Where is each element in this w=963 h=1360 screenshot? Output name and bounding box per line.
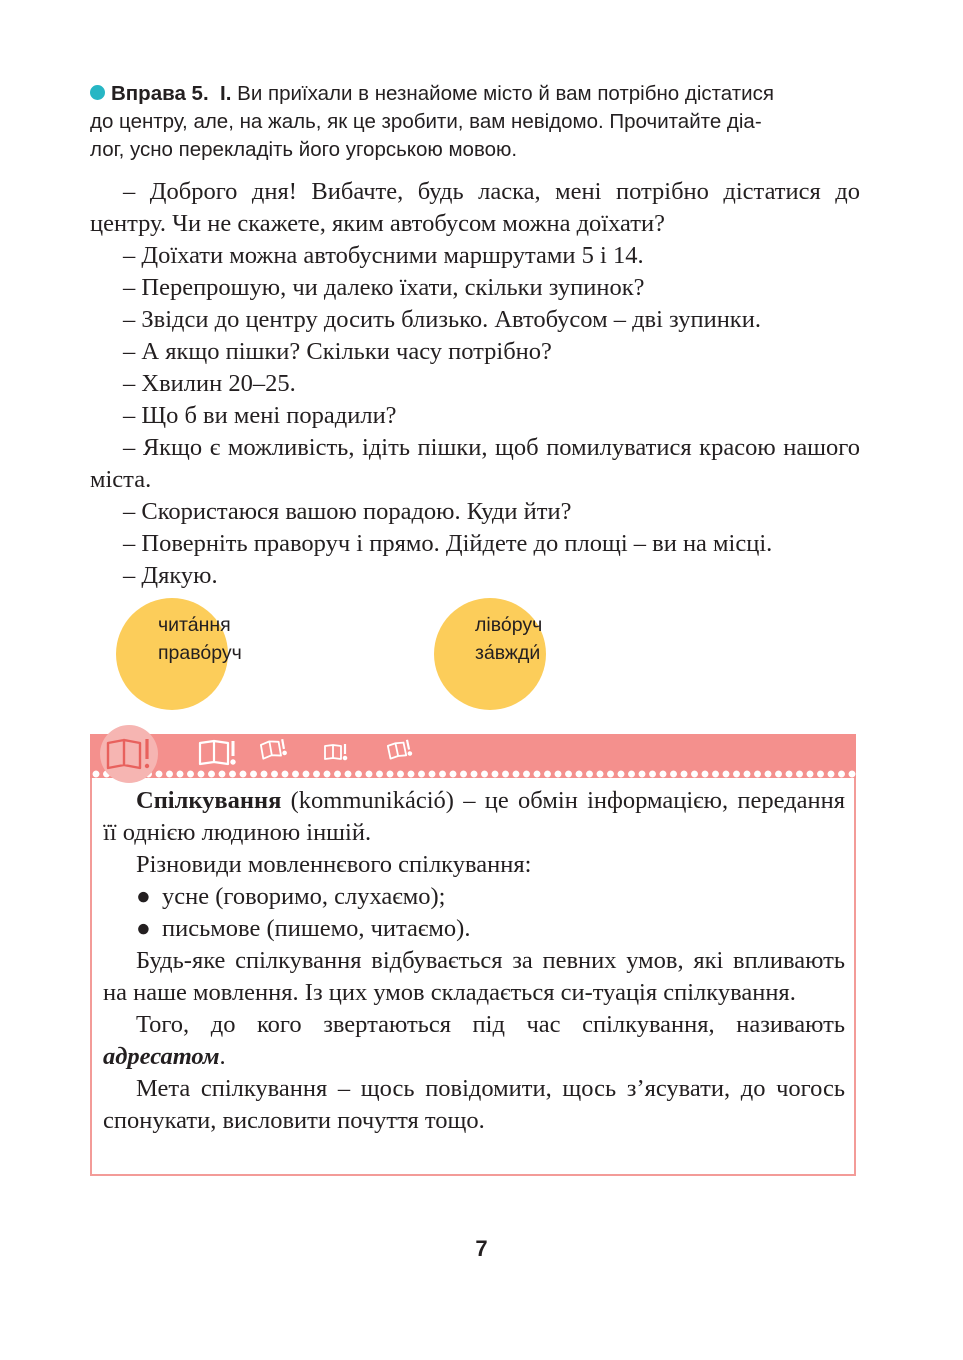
dialog-line: – Що б ви мені порадили? bbox=[123, 402, 397, 429]
dialog bbox=[90, 176, 860, 592]
rule-addressee-end: . bbox=[219, 1043, 226, 1070]
dialog-line: – А якщо пішки? Скільки часу потрібно? bbox=[123, 338, 552, 365]
rule-addressee-text: Того, до кого звертаються під час спілкування, називають bbox=[136, 1011, 845, 1038]
dialog-line: – Хвилин 20–25. bbox=[123, 370, 296, 397]
dialog-line: – Якщо є можливість, ідіть пішки, щоб помилуватися красою нашого міста. bbox=[90, 434, 860, 493]
rule-text bbox=[103, 785, 845, 1137]
stress-word: чита́ння bbox=[158, 614, 231, 636]
stress-words-right bbox=[475, 611, 542, 667]
rule-term-hu: (kommunikáció) bbox=[290, 787, 454, 814]
book-exclamation-icon bbox=[100, 725, 158, 783]
exercise-text-line1: Ви приїхали в незнайоме місто й вам потрібно дістатися bbox=[237, 82, 774, 105]
exercise-instruction bbox=[90, 80, 865, 164]
exercise-text-line2: до центру, але, на жаль, як це зробити, вам невідомо. Прочитайте діа- bbox=[90, 110, 762, 133]
exercise-label: Вправа 5. bbox=[111, 82, 209, 105]
page-number: 7 bbox=[475, 1236, 488, 1261]
dialog-line: – Скористаюся вашою порадою. Куди йти? bbox=[123, 498, 572, 525]
exercise-marker-icon bbox=[90, 85, 105, 100]
dialog-line: – Доброго дня! Вибачте, будь ласка, мені потрібно дістатися до центру. Чи не скажете, яким автобусом можна доїхати? bbox=[90, 178, 860, 237]
rule-badge bbox=[100, 725, 158, 783]
exercise-part: І. bbox=[220, 82, 232, 105]
rule-addressee bbox=[103, 1009, 845, 1073]
stress-words-left bbox=[158, 611, 242, 667]
rule-definition-text: – це обмін інформацією, передання її однією людиною іншій. bbox=[103, 787, 845, 846]
rule-type-item bbox=[103, 913, 845, 945]
rule-term: Спілкування bbox=[136, 787, 282, 814]
bullet-icon: ● bbox=[136, 883, 151, 910]
dialog-line: – Дякую. bbox=[123, 562, 218, 589]
rule-type-item bbox=[103, 881, 845, 913]
rule-type-text: письмове (пишемо, читаємо). bbox=[162, 915, 471, 942]
banner-scallop-edge bbox=[90, 768, 856, 780]
rule-conditions: Будь-яке спілкування відбувається за певних умов, які впливають на наше мовлення. Із цих умов складається си-туація спілкування. bbox=[103, 947, 845, 1006]
rule-definition bbox=[103, 785, 845, 849]
dialog-line: – Перепрошую, чи далеко їхати, скільки зупинок? bbox=[123, 274, 645, 301]
dialog-line: – Звідси до центру досить близько. Автобусом – дві зупинки. bbox=[123, 306, 761, 333]
rule-types-intro: Різновиди мовленнєвого спілкування: bbox=[136, 851, 532, 878]
stress-word: ліво́руч bbox=[475, 614, 543, 636]
stress-word: за́вжди́ bbox=[475, 642, 541, 664]
dialog-line: – Доїхати можна автобусними маршрутами 5 і 14. bbox=[123, 242, 644, 269]
exercise-text-line3: лог, усно перекладіть його угорською мовою. bbox=[90, 138, 518, 161]
rule-addressee-term: адресатом bbox=[103, 1043, 220, 1070]
bullet-icon: ● bbox=[136, 915, 151, 942]
rule-type-text: усне (говоримо, слухаємо); bbox=[162, 883, 446, 910]
stress-word: право́руч bbox=[158, 642, 242, 664]
rule-purpose: Мета спілкування – щось повідомити, щось з’ясувати, до чогось спонукати, висловити почуття тощо. bbox=[103, 1075, 845, 1134]
dialog-line: – Поверніть праворуч і прямо. Дійдете до площі – ви на місці. bbox=[123, 530, 773, 557]
